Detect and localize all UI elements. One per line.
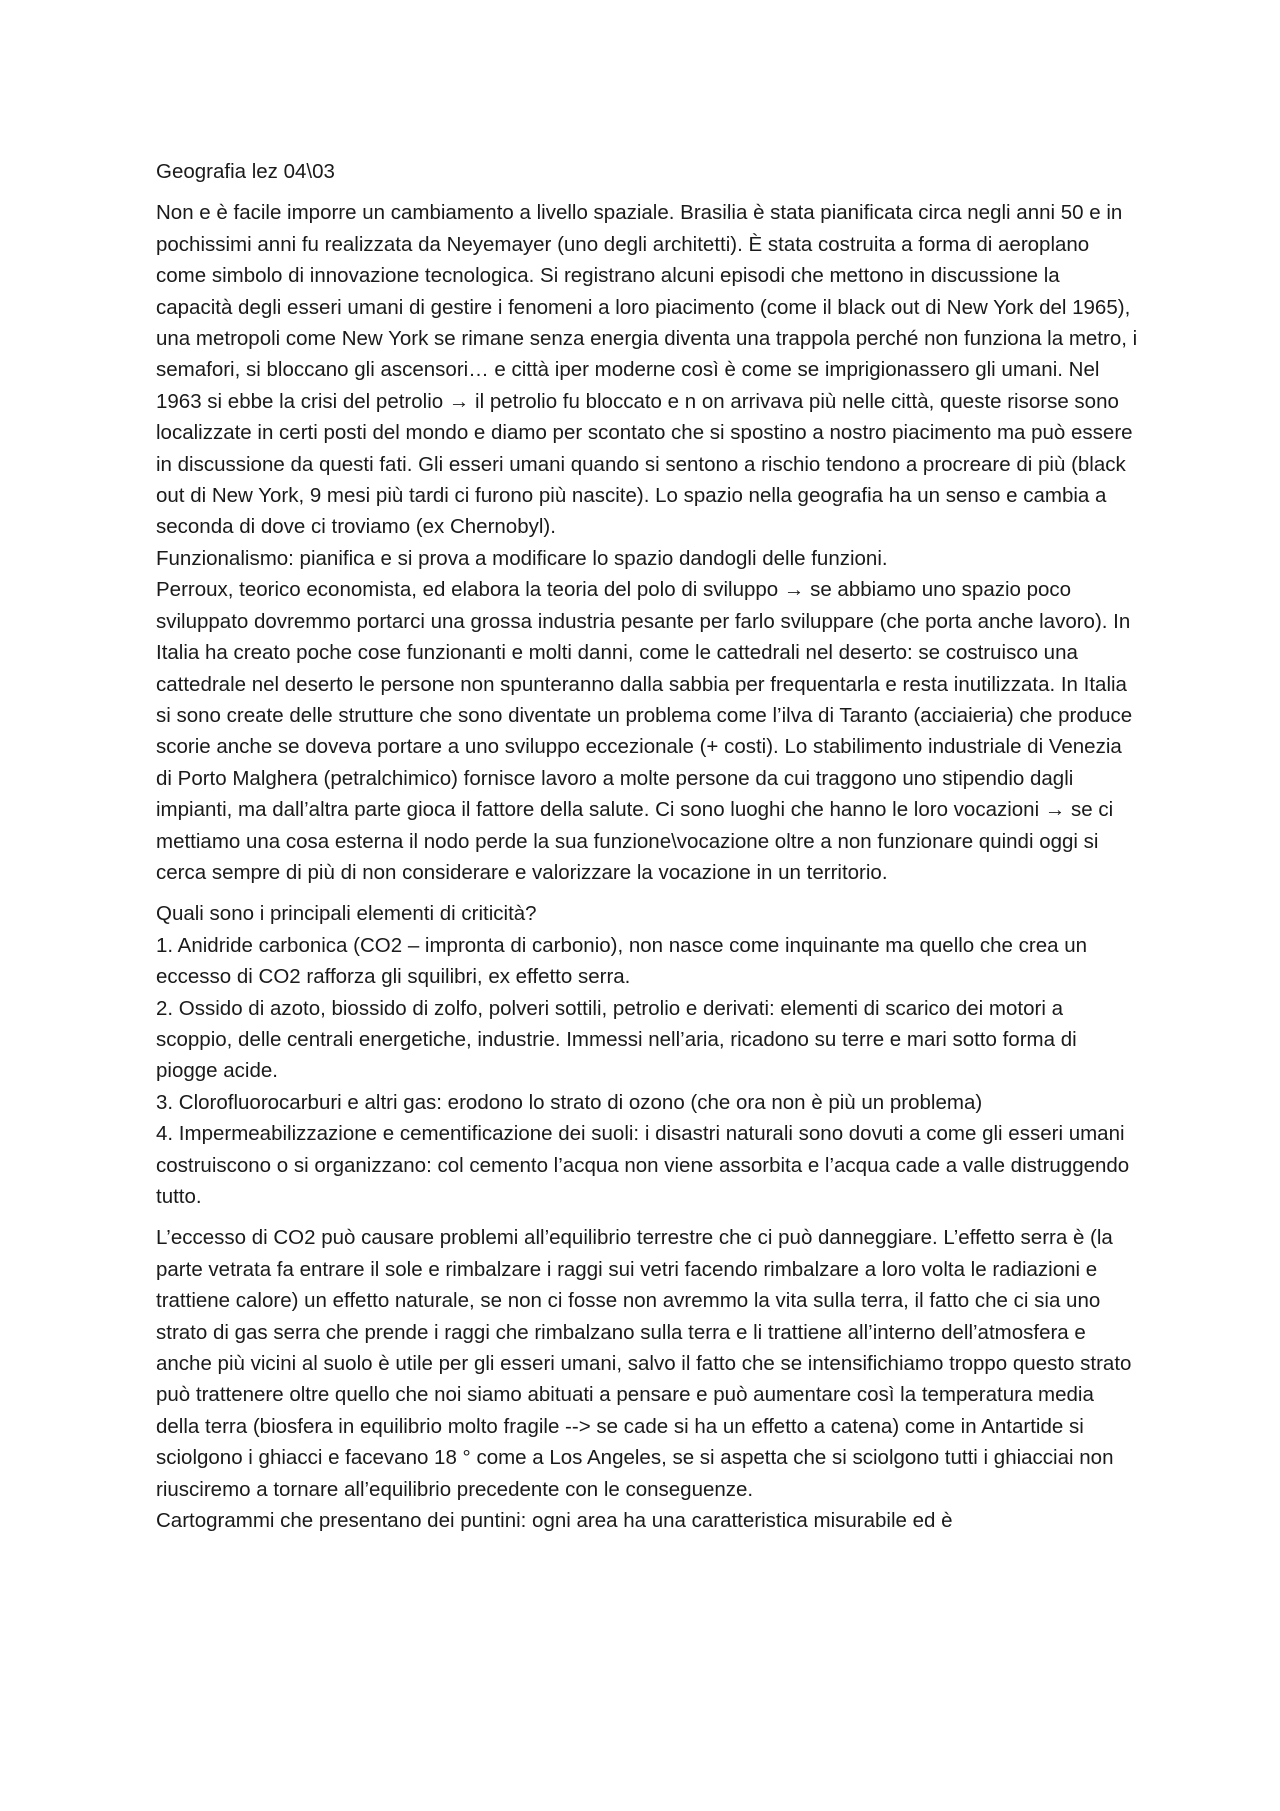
document-title: Geografia lez 04\03 bbox=[156, 160, 335, 183]
list-item-2: 2. Ossido di azoto, biossido di zolfo, polveri sottili, petrolio e derivati: elementi di scarico dei motori a scoppio, delle centrali energetiche, industrie. Immessi nell’aria, ricadono su terre e mari sotto forma di piogge acide. bbox=[156, 996, 1077, 1083]
list-item-4: 4. Impermeabilizzazione e cementificazione dei suoli: i disastri naturali sono dovuti a come gli esseri umani costruiscono o si organizzano: col cemento l’acqua non viene assorbita e l’acqua cade a valle distruggendo tutto. bbox=[156, 1122, 1130, 1208]
paragraph-effetto-serra: L’eccesso di CO2 può causare problemi all’equilibrio terrestre che ci può danneggiare. L’effetto serra è (la parte vetrata fa entrare il sole e rimbalzare i raggi sui vetri facendo rimbalzare a loro volta le radiazioni e trattiene calore) un effetto naturale, se non ci fosse non avremmo la vita sulla terra, il fatto che ci sia uno strato di gas serra che prende i raggi che rimbalzano sulla terra e li trattiene all’interno dell’atmosfera e anche più vicini al suolo è utile per gli esseri umani, salvo il fatto che se intensifichiamo troppo questo strato può trattenere oltre quello che noi siamo abituati a pensare e può aumentare così la temperatura media della terra (biosfera in equilibrio molto fragile --> se cade si ha un effetto a catena) come in Antartide si sciolgono i ghiacci e facevano 18 ° come a Los Angeles, se si aspetta che si sciolgono tutti i ghiacciai non riusciremo a tornare all’equilibrio precedente con le conseguenze. bbox=[156, 1226, 1132, 1501]
paragraph-criticita-question: Quali sono i principali elementi di criticità? bbox=[156, 902, 537, 926]
paragraph-funzionalismo: Funzionalismo: pianifica e si prova a modificare lo spazio dandogli delle funzioni. bbox=[156, 546, 888, 570]
paragraph-brasilia: Non e è facile imporre un cambiamento a livello spaziale. Brasilia è stata pianificata circa negli anni 50 e in pochissimi anni fu realizzata da Neyemayer (uno degli architetti). È stata costruita a forma di aeroplano come simbolo di innovazione tecnologica. Si registrano alcuni episodi che mettono in discussione la capacità degli esseri umani di gestire i fenomeni a loro piacimento (come il black out di New York del 1965), una metropoli come New York se rimane senza energia diventa una trappola perché non funziona la metro, i semafori, si bloccano gli ascensori… e città iper moderne così è come se imprigionassero gli umani. Nel 1963 si ebbe la crisi del petrolio → il petrolio fu bloccato e n on arrivava più nelle città, queste risorse sono localizzate in certi posti del mondo e diamo per scontato che si spostino a nostro piacimento ma può essere in discussione da questi fati. Gli esseri umani quando si sentono a rischio tendono a procreare di più (black out di New York, 9 mesi più tardi ci furono più nascite). Lo spazio nella geografia ha un senso e cambia a seconda di dove ci troviamo (ex Chernobyl). bbox=[156, 201, 1138, 539]
list-item-3: 3. Clorofluorocarburi e altri gas: erodono lo strato di ozono (che ora non è più un problema) bbox=[156, 1090, 983, 1114]
list-item-1: 1. Anidride carbonica (CO2 – impronta di carbonio), non nasce come inquinante ma quello che crea un eccesso di CO2 rafforza gli squilibri, ex effetto serra. bbox=[156, 933, 1088, 989]
paragraph-perroux: Perroux, teorico economista, ed elabora la teoria del polo di sviluppo → se abbiamo uno spazio poco sviluppato dovremmo portarci una grossa industria pesante per farlo sviluppare (che porta anche lavoro). In Italia ha creato poche cose funzionanti e molti danni, come le cattedrali nel deserto: se costruisco una cattedrale nel deserto le persone non spunteranno dalla sabbia per frequentarla e resta inutilizzata. In Italia si sono create delle strutture che sono diventate un problema come l’ilva di Taranto (acciaieria) che produce scorie anche se doveva portare a uno sviluppo eccezionale (+ costi). Lo stabilimento industriale di Venezia di Porto Malghera (petralchimico) fornisce lavoro a molte persone da cui traggono uno stipendio dagli impianti, ma dall’altra parte gioca il fattore della salute. Ci sono luoghi che hanno le loro vocazioni → se ci mettiamo una cosa esterna il nodo perde la sua funzione\vocazione oltre a non funzionare quindi oggi si cerca sempre di più di non considerare e valorizzare la vocazione in un territorio. bbox=[156, 578, 1133, 884]
document-page bbox=[156, 156, 1141, 1536]
paragraph-cartogrammi: Cartogrammi che presentano dei puntini: ogni area ha una caratteristica misurabile ed è bbox=[156, 1509, 953, 1533]
